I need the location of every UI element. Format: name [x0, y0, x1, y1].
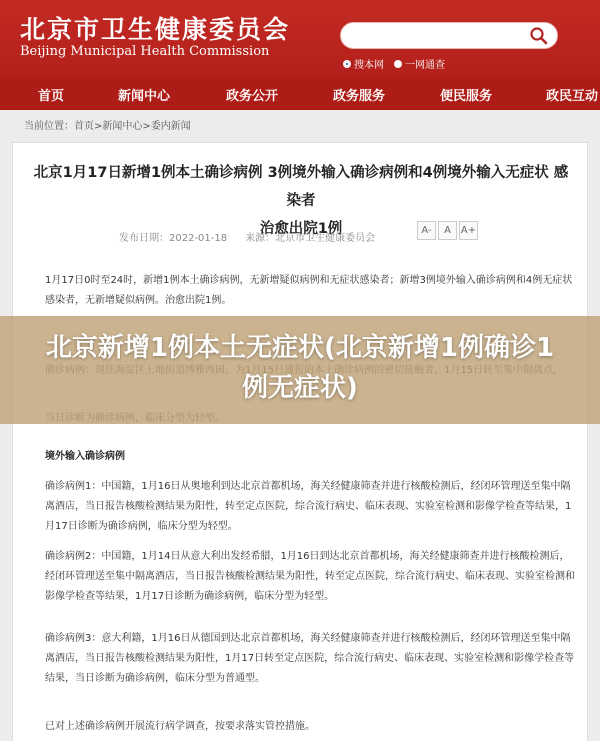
font-decrease-button[interactable]: A- [417, 221, 436, 240]
headline-banner [0, 316, 600, 424]
article-case-2: 确诊病例2：中国籍，1月14日从意大利出发经希腊，1月16日到达北京首都机场，海关经健康筛查并进行核酸检测后，经闭环管理送至集中隔离酒店，当日报告核酸检测结果为阳性，转至定点医院，综合流行病史、临床表现、实验室检测和影像学检查等结果，1月17日诊断为确诊病例，临床分型为轻型。 [45, 551, 575, 602]
nav-item-citizen-service[interactable]: 便民服务 [440, 89, 493, 104]
nav-item-news[interactable]: 新闻中心 [118, 89, 171, 104]
article-case-3: 确诊病例3：意大利籍，1月16日从德国到达北京首都机场，海关经健康筛查并进行核酸检测后，经闭环管理送至集中隔离酒店，当日报告核酸检测结果为阳性，1月17日转至定点医院，综合流行病史、临床表现、实验室检测和影像学检查等结果，当日诊断为确诊病例，临床分型为普通型。 [45, 633, 575, 684]
banner-text: 北京新增1例本土无症状(北京新增1例确诊1例无症状) [45, 333, 555, 403]
search-icon[interactable] [529, 26, 549, 46]
radio-unselected-icon [394, 60, 402, 68]
site-header [0, 0, 600, 76]
publish-date: 发布日期：2022-01-18 [119, 233, 228, 244]
article-intro: 1月17日0时至24时，新增1例本土确诊病例，无新增疑似病例和无症状感染者；新增3例境外输入确诊病例和4例无症状感染者，无新增疑似病例。治愈出院1例。 [45, 275, 573, 306]
font-size-controls [417, 221, 478, 240]
nav-item-interaction[interactable]: 政民互动 [546, 89, 599, 104]
radio-all-search[interactable] [394, 56, 445, 71]
article-title-line2: 治愈出院1例 [259, 221, 343, 237]
breadcrumb [24, 117, 191, 132]
radio-all-label: 一网通查 [405, 60, 445, 71]
article-closing: 已对上述确诊病例开展流行病学调查，按要求落实管控措施。 [45, 721, 315, 732]
nav-item-gov-info[interactable]: 政务公开 [226, 89, 279, 104]
breadcrumb-news[interactable]: 新闻中心 [102, 121, 143, 132]
site-title[interactable]: 北京市卫生健康委员会 [20, 15, 291, 44]
nav-item-gov-service[interactable]: 政务服务 [333, 89, 386, 104]
breadcrumb-home[interactable]: 首页 [74, 121, 94, 132]
breadcrumb-separator: > [142, 121, 151, 132]
breadcrumb-section[interactable]: 委内新闻 [150, 121, 191, 132]
radio-selected-icon [343, 60, 351, 68]
breadcrumb-separator: > [94, 121, 103, 132]
article-case-1: 确诊病例1：中国籍，1月16日从奥地利到达北京首都机场，海关经健康筛查并进行核酸检测后，经闭环管理送至集中隔离酒店，当日报告核酸检测结果为阳性，转至定点医院，综合流行病史、临床表现、实验室检测和影像学检查等结果，1月17日诊断为确诊病例，临床分型为轻型。 [45, 481, 572, 532]
font-default-button[interactable]: A [438, 221, 457, 240]
site-subtitle: Beijing Municipal Health Commission [20, 44, 270, 59]
search-box [340, 22, 558, 49]
radio-site-label: 搜本网 [354, 60, 384, 71]
article-title-line1: 北京1月17日新增1例本土确诊病例 3例境外输入确诊病例和4例境外输入无症状 感染者 [33, 165, 569, 209]
search-input[interactable] [351, 23, 531, 48]
main-nav [0, 76, 600, 110]
article-source: 来源：北京市卫生健康委员会 [245, 233, 376, 244]
search-scope [343, 56, 445, 71]
section-overseas-heading: 境外输入确诊病例 [45, 451, 125, 462]
radio-site-search[interactable] [343, 56, 384, 71]
font-increase-button[interactable]: A+ [459, 221, 478, 240]
article-panel [12, 142, 588, 741]
nav-item-home[interactable]: 首页 [38, 89, 65, 104]
breadcrumb-prefix: 当前位置： [24, 121, 74, 132]
article-meta [119, 229, 375, 244]
